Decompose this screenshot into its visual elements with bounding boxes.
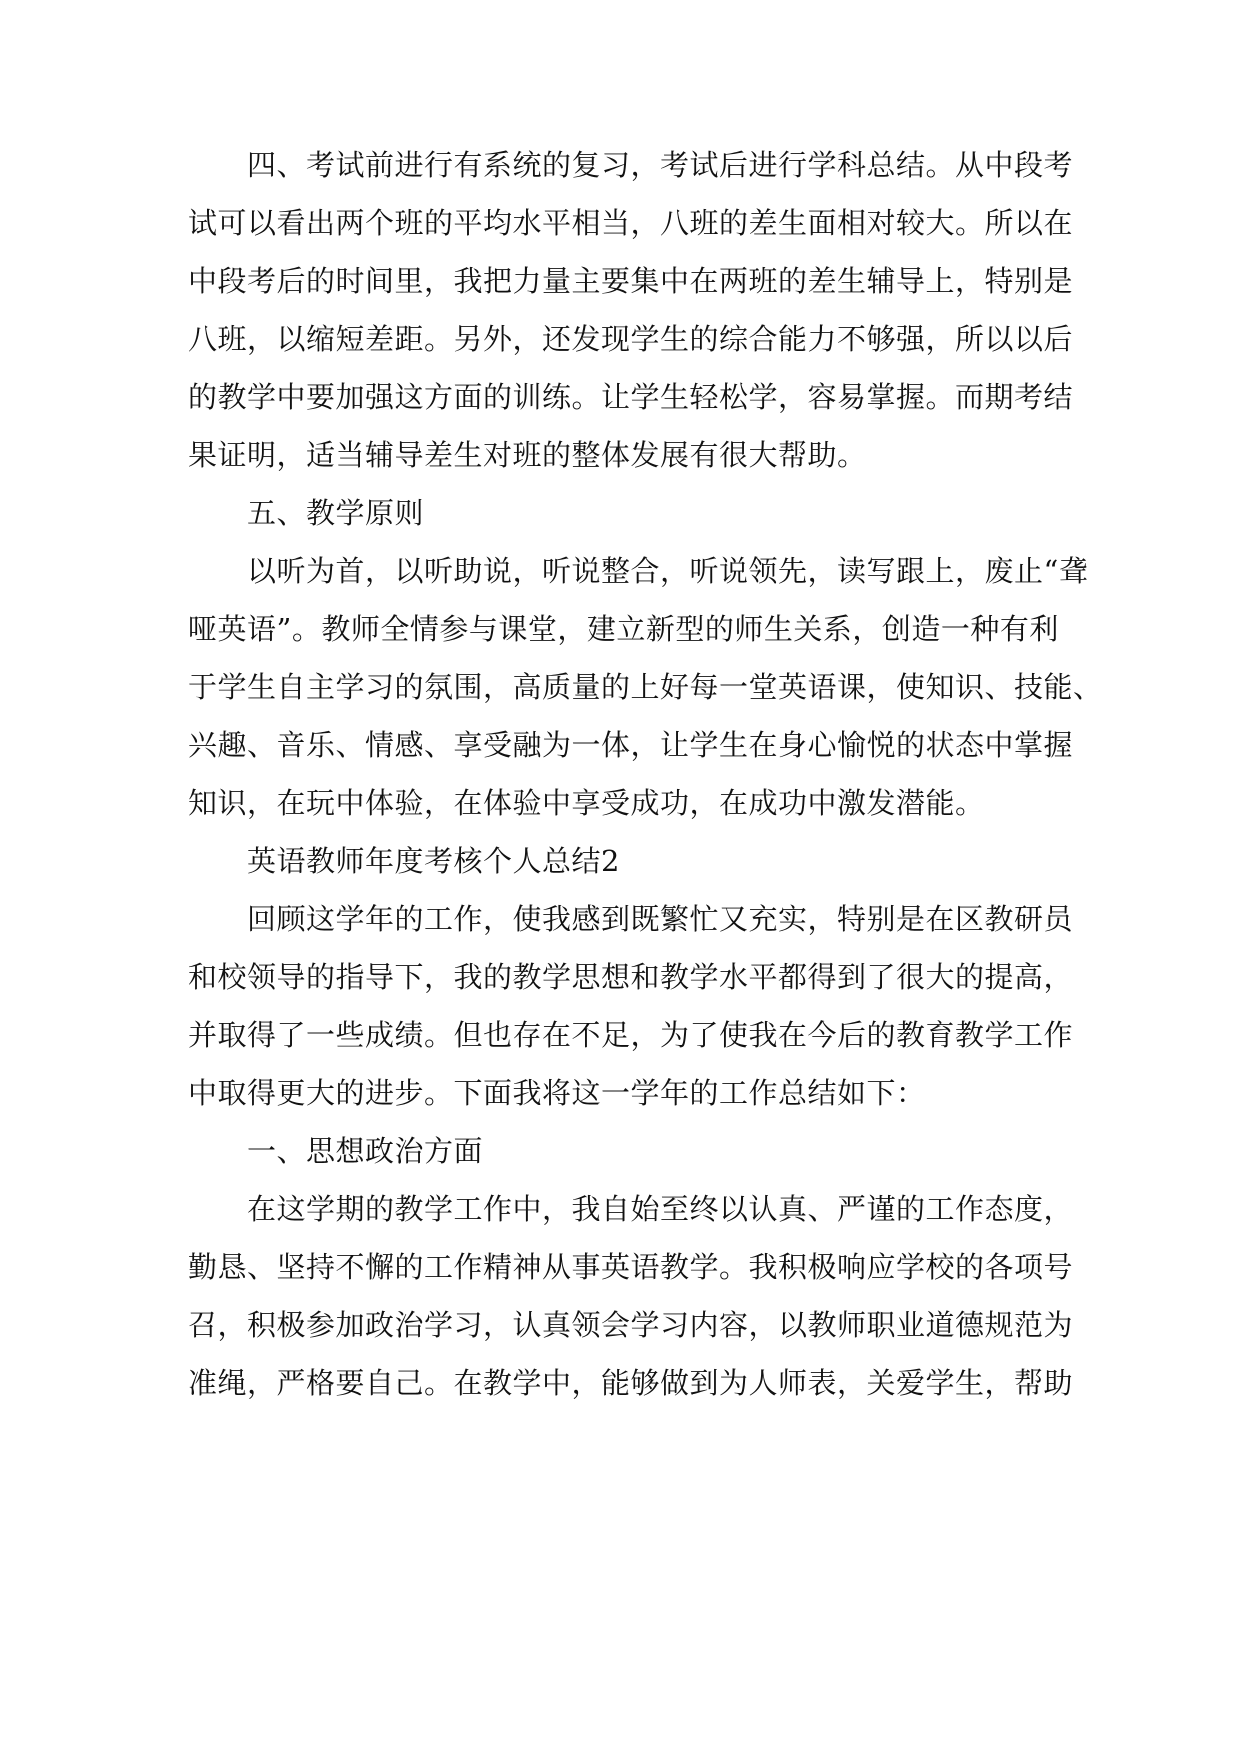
paragraph-line: 知识，在玩中体验，在体验中享受成功，在成功中激发潜能。 [188, 786, 985, 820]
paragraph-line: 勤恳、坚持不懈的工作精神从事英语教学。我积极响应学校的各项号 [188, 1250, 1074, 1284]
document-subtitle: 英语教师年度考核个人总结2 [247, 844, 620, 878]
paragraph-line: 回顾这学年的工作，使我感到既繁忙又充实，特别是在区教研员 [247, 902, 1074, 936]
paragraph-line: 中取得更大的进步。下面我将这一学年的工作总结如下： [188, 1076, 926, 1110]
paragraph-line: 并取得了一些成绩。但也存在不足，为了使我在今后的教育教学工作 [188, 1018, 1074, 1052]
paragraph-line: 四、考试前进行有系统的复习，考试后进行学科总结。从中段考 [247, 148, 1074, 182]
paragraph-line: 召，积极参加政治学习，认真领会学习内容，以教师职业道德规范为 [188, 1308, 1074, 1342]
paragraph-line: 和校领导的指导下，我的教学思想和教学水平都得到了很大的提高， [188, 960, 1074, 994]
paragraph-line: 以听为首，以听助说，听说整合，听说领先，读写跟上，废止“聋 [247, 554, 1089, 588]
section-heading: 五、教学原则 [247, 496, 425, 530]
paragraph-line: 中段考后的时间里，我把力量主要集中在两班的差生辅导上，特别是 [188, 264, 1074, 298]
paragraph-line: 八班，以缩短差距。另外，还发现学生的综合能力不够强，所以以后 [188, 322, 1074, 356]
paragraph-line: 哑英语”。教师全情参与课堂，建立新型的师生关系，创造一种有利 [188, 612, 1059, 646]
paragraph-line: 的教学中要加强这方面的训练。让学生轻松学，容易掌握。而期考结 [188, 380, 1074, 414]
paragraph-line: 准绳，严格要自己。在教学中，能够做到为人师表，关爱学生，帮助 [188, 1366, 1074, 1400]
paragraph-line: 果证明，适当辅导差生对班的整体发展有很大帮助。 [188, 438, 867, 472]
paragraph-line: 在这学期的教学工作中，我自始至终以认真、严谨的工作态度， [247, 1192, 1074, 1226]
paragraph-line: 试可以看出两个班的平均水平相当，八班的差生面相对较大。所以在 [188, 206, 1074, 240]
paragraph-line: 兴趣、音乐、情感、享受融为一体，让学生在身心愉悦的状态中掌握 [188, 728, 1074, 762]
section-heading: 一、思想政治方面 [247, 1134, 484, 1168]
paragraph-line: 于学生自主学习的氛围，高质量的上好每一堂英语课，使知识、技能、 [188, 670, 1103, 704]
